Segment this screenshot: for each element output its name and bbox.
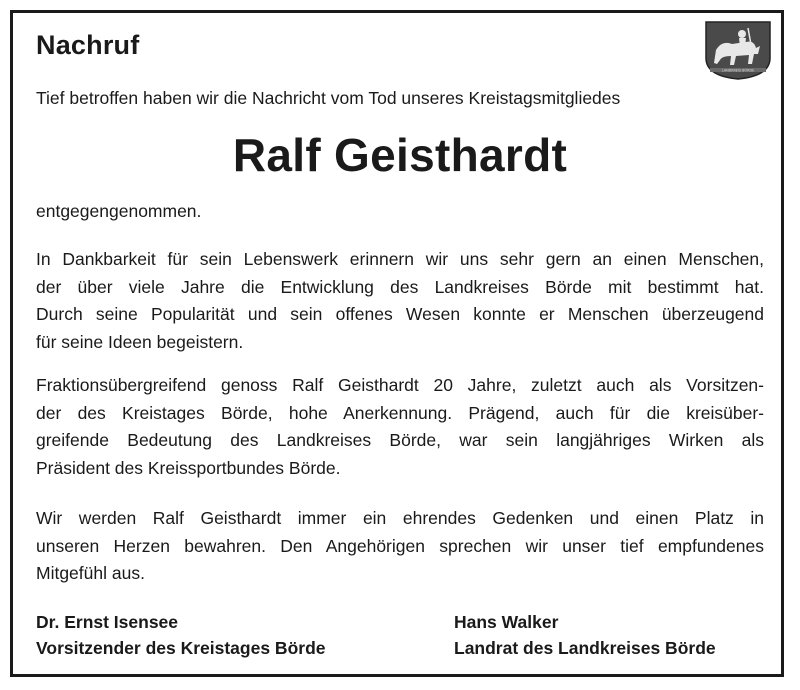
paragraph-line: Durch seine Popularität und sein offenes Wesen konnte er Menschen überzeugend: [36, 304, 764, 324]
notice-heading: Nachruf: [36, 30, 140, 60]
paragraph-line: Fraktionsübergreifend genoss Ralf Geisthardt 20 Jahre, zuletzt auch als Vorsitzen-: [36, 375, 764, 395]
paragraph-line: unseren Herzen bewahren. Den Angehörigen sprechen wir unser tief empfundenes: [36, 535, 764, 556]
coat-of-arms-icon: [702, 20, 774, 80]
paragraph-line: In Dankbarkeit für sein Lebenswerk erinnern wir uns sehr gern an einen Menschen,: [36, 249, 764, 269]
paragraph-line: der über viele Jahre die Entwicklung des Landkreises Börde mit bestimmt hat.: [36, 276, 764, 297]
signatory-name: Dr. Ernst Isensee: [36, 612, 179, 632]
intro-text: Tief betroffen haben wir die Nachricht vom Tod unseres Kreistagsmitgliedes: [36, 88, 621, 108]
paragraph-1: [36, 246, 764, 356]
crest-caption: LANDKREIS BÖRDE: [721, 68, 755, 73]
signatory-right: [454, 609, 716, 661]
signatory-name: Hans Walker: [454, 612, 559, 632]
paragraph-line: Wir werden Ralf Geisthardt immer ein ehrendes Gedenken und einen Platz in: [36, 508, 764, 528]
paragraph-line: der des Kreistages Börde, hohe Anerkennung. Prägend, auch für die kreisüber-: [36, 402, 764, 423]
paragraph-2: [36, 372, 764, 482]
paragraph-3: [36, 505, 764, 588]
signatory-title: Vorsitzender des Kreistages Börde: [36, 638, 326, 658]
signatory-title: Landrat des Landkreises Börde: [454, 638, 716, 658]
signatory-left: [36, 609, 326, 661]
paragraph-line: Mitgefühl aus.: [36, 563, 145, 583]
paragraph-line: für seine Ideen begeistern.: [36, 331, 244, 352]
paragraph-line: Präsident des Kreissportbundes Börde.: [36, 457, 341, 478]
after-name-text: entgegengenommen.: [36, 201, 202, 221]
paragraph-line: greifende Bedeutung des Landkreises Börde, war sein langjähriges Wirken als: [36, 430, 764, 450]
deceased-name: Ralf Geisthardt: [232, 129, 568, 181]
